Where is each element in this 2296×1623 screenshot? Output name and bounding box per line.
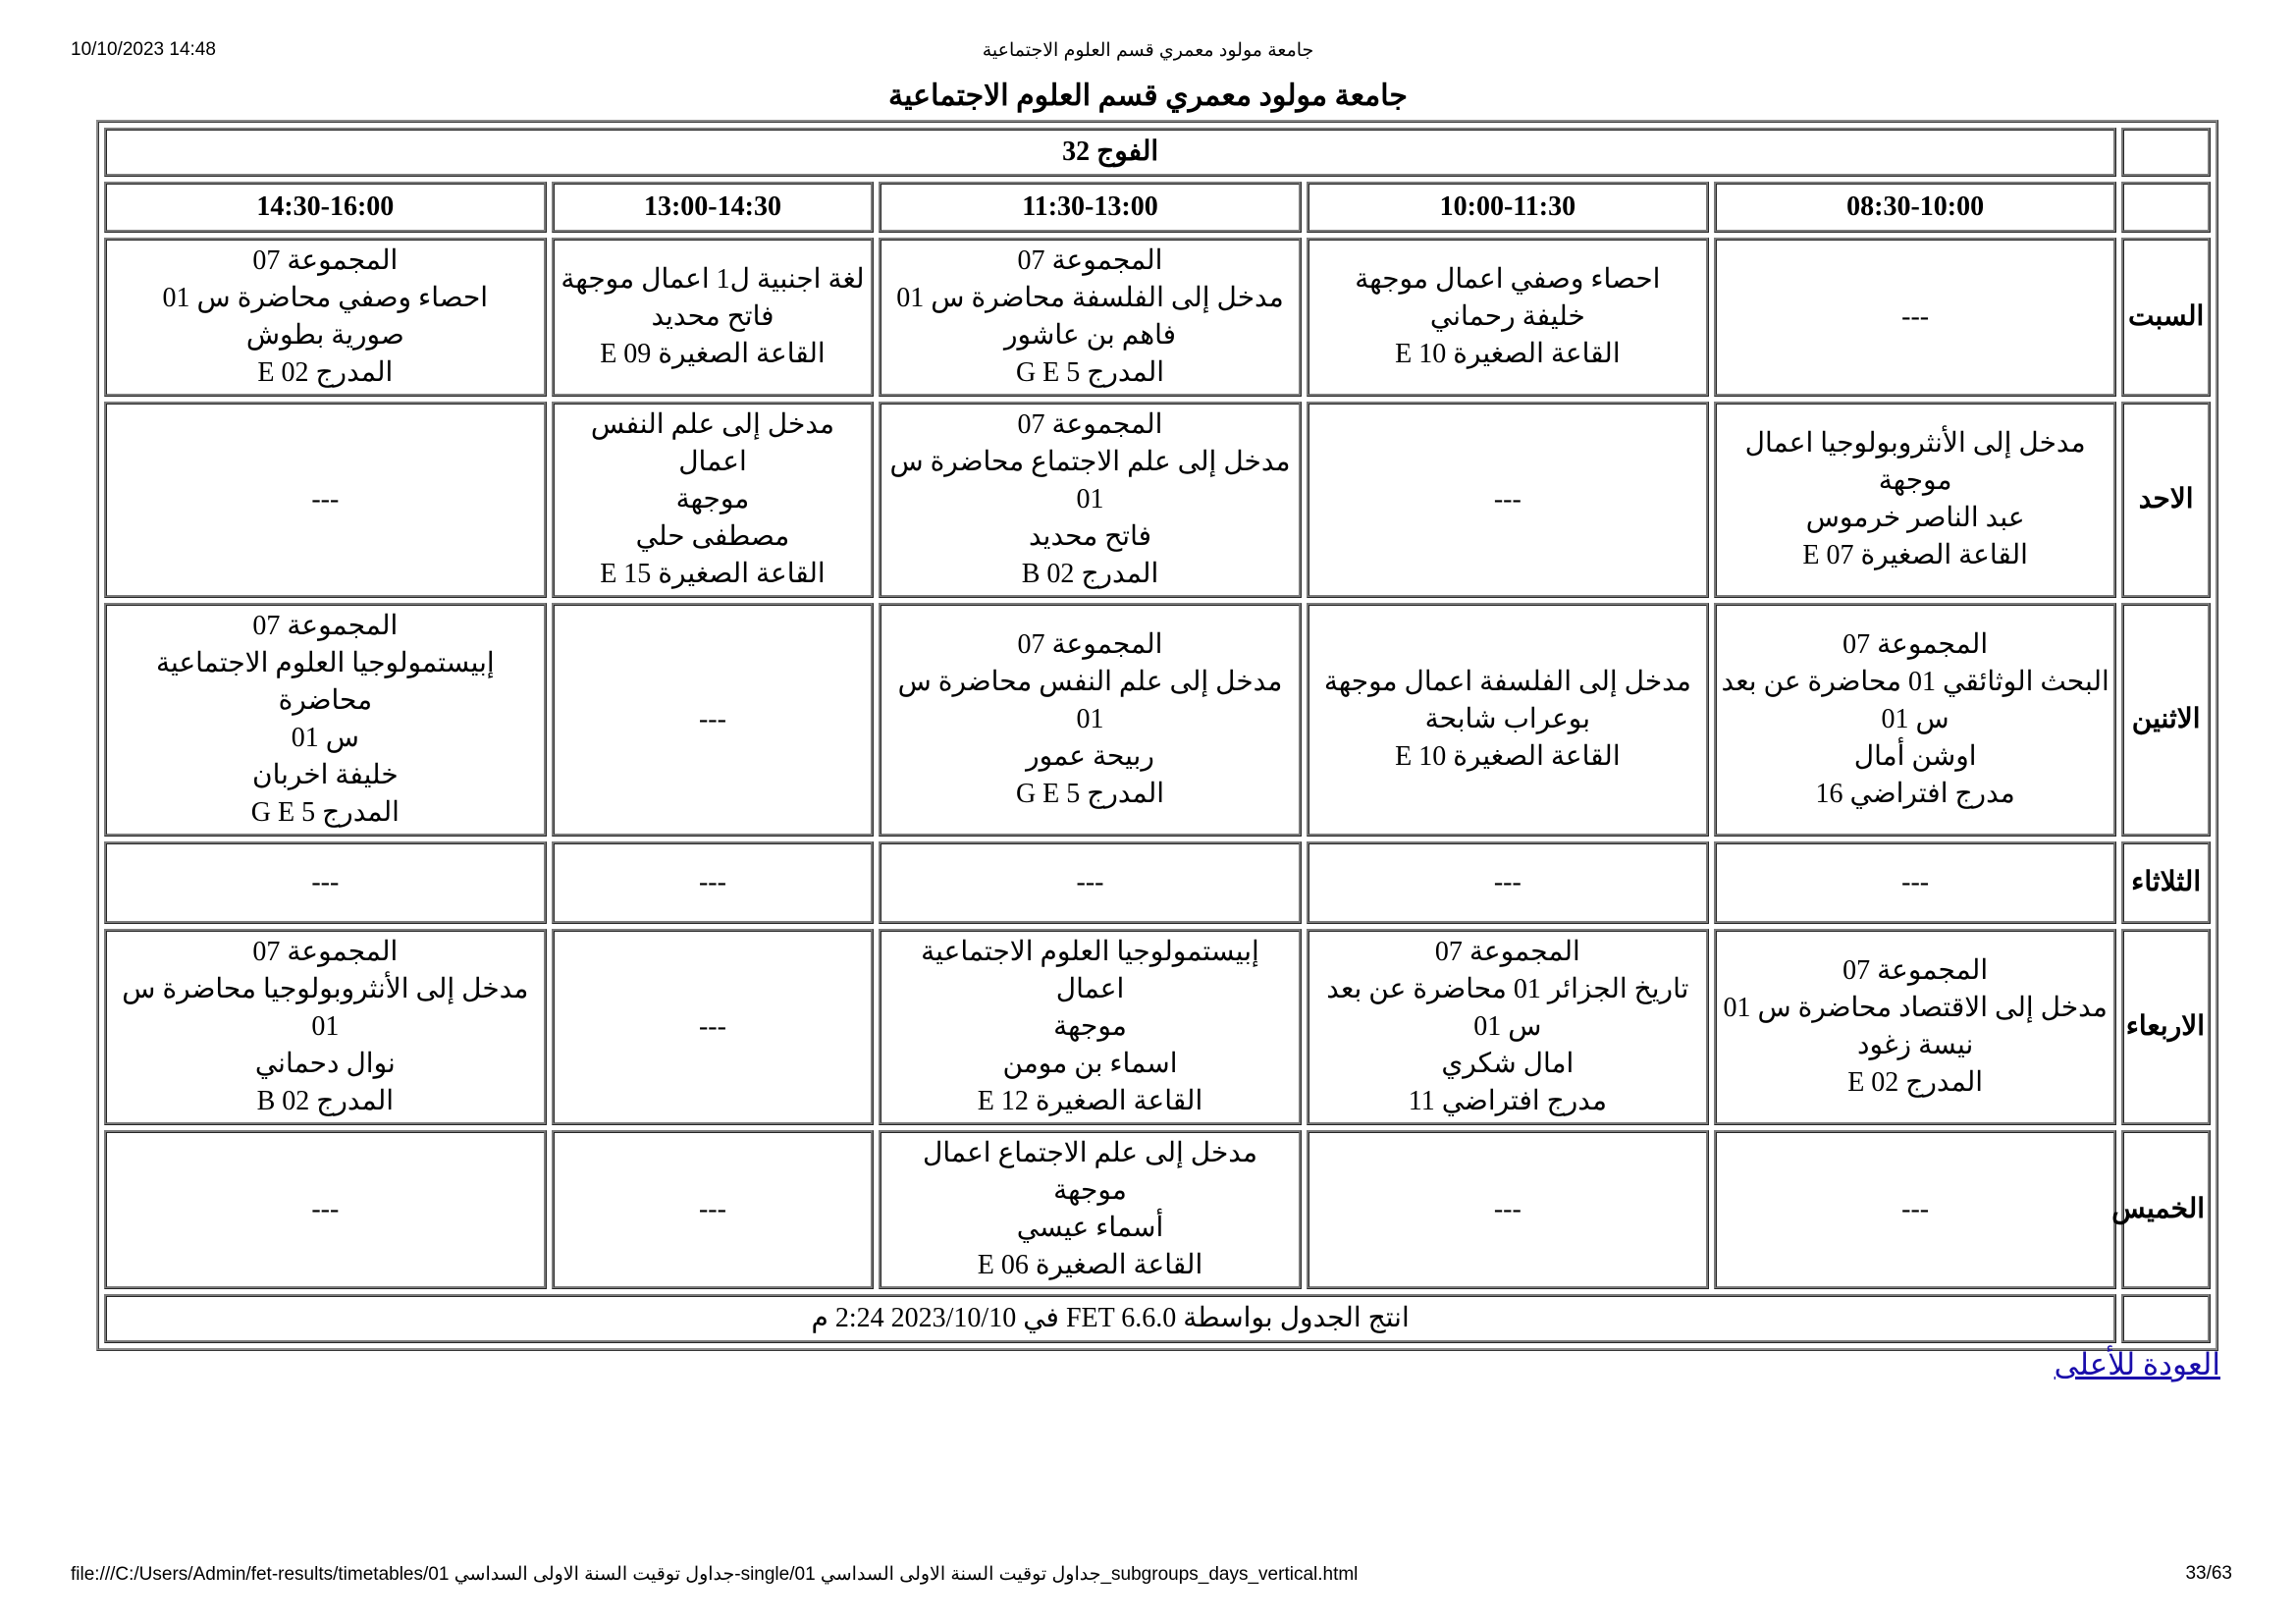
session-line: --- — [311, 867, 340, 897]
session-cell — [1307, 929, 1709, 1125]
day-label: الخميس — [2121, 1130, 2211, 1289]
session-cell — [879, 402, 1301, 598]
session-line: القاعة الصغيرة E 09 — [600, 339, 826, 369]
print-footer-url: file:///C:/Users/Admin/fet-results/timetables/01 جداول توقيت السنة الاولى السداسي-single/01 جداول توقيت السنة الاولى السداسي_subgroups_days_vertical.html — [71, 1564, 1359, 1585]
empty-slot-cell — [1307, 841, 1709, 924]
session-line: 01 — [1076, 484, 1104, 514]
empty-slot-cell — [1714, 238, 2116, 397]
session-line: اوشن أمال — [1853, 741, 1977, 772]
session-cell — [1714, 402, 2116, 598]
session-line: المدرج B 02 — [1021, 559, 1159, 589]
session-line: مدخل إلى علم الاجتماع اعمال موجهة — [923, 1138, 1257, 1206]
session-line: --- — [1901, 1194, 1930, 1224]
session-line: مدخل إلى الاقتصاد محاضرة س 01 — [1723, 993, 2108, 1023]
session-line: فاتح محديد — [651, 301, 774, 332]
session-line: المجموعة 07 — [1017, 409, 1163, 440]
session-line: إبيستمولوجيا العلوم الاجتماعية اعمال — [921, 937, 1259, 1004]
session-line: س 01 — [1881, 704, 1949, 734]
session-line: القاعة الصغيرة E 06 — [977, 1250, 1203, 1280]
session-line: المجموعة 07 — [1017, 629, 1163, 660]
session-line: المجموعة 07 — [252, 937, 399, 967]
session-line: مصطفى حلي — [635, 521, 790, 552]
session-line: ربيحة عمور — [1026, 741, 1154, 772]
session-line: مدخل إلى علم النفس محاضرة س 01 — [897, 667, 1283, 734]
print-datetime: 10/10/2023 14:48 — [71, 39, 216, 60]
session-line: لغة اجنبية ل1 اعمال موجهة — [561, 264, 865, 295]
empty-slot-cell — [552, 1130, 875, 1289]
session-line: --- — [1493, 867, 1522, 897]
session-line: --- — [698, 1011, 726, 1042]
session-cell — [1714, 929, 2116, 1125]
session-line: --- — [311, 484, 340, 514]
session-line: نيسة زغود — [1856, 1030, 1974, 1060]
session-line: مدخل إلى الأنثروبولوجيا محاضرة س 01 — [122, 974, 529, 1042]
session-line: تاريخ الجزائر 01 محاضرة عن بعد — [1326, 974, 1689, 1004]
print-page-number: 33/63 — [2185, 1563, 2232, 1584]
session-line: المجموعة 07 — [1017, 245, 1163, 276]
session-line: إبيستمولوجيا العلوم الاجتماعية محاضرة — [155, 648, 495, 716]
session-line: --- — [1901, 867, 1930, 897]
session-line: خليفة اخربان — [252, 760, 399, 790]
session-line: المدرج B 02 — [256, 1086, 395, 1116]
day-label: الثلاثاء — [2121, 841, 2211, 924]
timetable-container — [96, 120, 2218, 1351]
day-row — [104, 841, 2211, 924]
day-row — [104, 402, 2211, 598]
session-line: احصاء وصفي اعمال موجهة — [1355, 264, 1661, 295]
session-line: مدرج افتراضي 11 — [1408, 1086, 1607, 1116]
session-line: عبد الناصر خرموس — [1805, 503, 2025, 533]
session-line: القاعة الصغيرة E 10 — [1395, 741, 1621, 772]
session-line: مدخل إلى علم الاجتماع محاضرة س — [889, 447, 1291, 477]
session-line: مدخل إلى الفلسفة اعمال موجهة — [1323, 667, 1691, 697]
generated-by-note: انتج الجدول بواسطة FET 6.6.0 في 2023/10/10 2:24 م — [104, 1294, 2116, 1343]
corner-cell — [2121, 128, 2211, 177]
day-label: الاثنين — [2121, 603, 2211, 837]
session-cell — [879, 1130, 1301, 1289]
session-line: س 01 — [1473, 1011, 1542, 1042]
timetable — [96, 120, 2218, 1351]
back-to-top-link[interactable]: العودة للأعلى — [2054, 1347, 2220, 1381]
session-line: --- — [1493, 484, 1522, 514]
session-line: فاهم بن عاشور — [1003, 320, 1177, 351]
day-row — [104, 238, 2211, 397]
session-cell — [1714, 603, 2116, 837]
session-cell — [104, 238, 547, 397]
session-line: --- — [1076, 867, 1104, 897]
session-line: المدرج E 02 — [1847, 1067, 1984, 1098]
session-line: نوال دحماني — [254, 1049, 396, 1079]
session-line: المدرج G E 5 — [250, 797, 400, 828]
session-line: --- — [698, 1194, 726, 1224]
empty-slot-cell — [1714, 1130, 2116, 1289]
session-line: --- — [1493, 1194, 1522, 1224]
session-cell — [552, 402, 875, 598]
empty-slot-cell — [552, 603, 875, 837]
session-line: مدخل إلى الأنثروبولوجيا اعمال موجهة — [1744, 428, 2086, 496]
session-line: مدخل إلى علم النفس اعمال — [590, 409, 835, 477]
empty-slot-cell — [1307, 1130, 1709, 1289]
session-line: مدخل إلى الفلسفة محاضرة س 01 — [896, 283, 1284, 313]
time-slot-header: 13:00-14:30 — [552, 182, 875, 233]
session-line: مدرج افتراضي 16 — [1815, 779, 2015, 809]
session-line: القاعة الصغيرة E 10 — [1395, 339, 1621, 369]
session-line: --- — [698, 704, 726, 734]
session-line: موجهة — [1053, 1011, 1127, 1042]
session-cell — [104, 603, 547, 837]
empty-slot-cell — [552, 841, 875, 924]
session-line: بوعراب شابحة — [1424, 704, 1591, 734]
session-line: احصاء وصفي محاضرة س 01 — [162, 283, 489, 313]
empty-slot-cell — [552, 929, 875, 1125]
time-slot-header: 11:30-13:00 — [879, 182, 1301, 233]
session-cell — [1307, 238, 1709, 397]
session-line: المجموعة 07 — [1434, 937, 1580, 967]
time-slot-header: 10:00-11:30 — [1307, 182, 1709, 233]
session-cell — [879, 603, 1301, 837]
session-line: اسماء بن مومن — [1002, 1049, 1178, 1079]
day-row — [104, 929, 2211, 1125]
session-line: امال شكري — [1441, 1049, 1575, 1079]
time-slot-header: 14:30-16:00 — [104, 182, 547, 233]
session-cell — [879, 238, 1301, 397]
day-label: الاربعاء — [2121, 929, 2211, 1125]
session-line: --- — [698, 867, 726, 897]
session-cell — [1307, 603, 1709, 837]
session-cell — [552, 238, 875, 397]
empty-slot-cell — [104, 841, 547, 924]
empty-slot-cell — [104, 402, 547, 598]
session-line: المجموعة 07 — [1842, 955, 1989, 986]
time-header-row — [104, 182, 2211, 233]
session-line: المدرج G E 5 — [1015, 779, 1165, 809]
session-line: القاعة الصغيرة E 15 — [600, 559, 826, 589]
group-title-row — [104, 128, 2211, 177]
session-line: المدرج E 02 — [257, 357, 394, 388]
session-line: خليفة رحماني — [1429, 301, 1585, 332]
session-line: --- — [1901, 301, 1930, 332]
session-line: القاعة الصغيرة E 12 — [977, 1086, 1203, 1116]
session-line: البحث الوثائقي 01 محاضرة عن بعد — [1721, 667, 2109, 697]
timetable-body — [104, 238, 2211, 1289]
footer-row — [104, 1294, 2211, 1343]
day-label: السبت — [2121, 238, 2211, 397]
day-row — [104, 1130, 2211, 1289]
corner-cell — [2121, 1294, 2211, 1343]
empty-slot-cell — [879, 841, 1301, 924]
session-line: المجموعة 07 — [252, 611, 399, 641]
empty-slot-cell — [104, 1130, 547, 1289]
group-title: الفوج 32 — [104, 128, 2116, 177]
session-line: س 01 — [291, 723, 359, 753]
session-cell — [104, 929, 547, 1125]
corner-cell — [2121, 182, 2211, 233]
empty-slot-cell — [1307, 402, 1709, 598]
session-cell — [879, 929, 1301, 1125]
session-line: فاتح محديد — [1028, 521, 1152, 552]
session-line: المجموعة 07 — [252, 245, 399, 276]
time-slot-header: 08:30-10:00 — [1714, 182, 2116, 233]
session-line: موجهة — [675, 484, 750, 514]
session-line: صورية بطوش — [245, 320, 404, 351]
session-line: القاعة الصغيرة E 07 — [1802, 540, 2028, 570]
session-line: أسماء عيسي — [1016, 1213, 1164, 1243]
session-line: --- — [311, 1194, 340, 1224]
print-header-title: جامعة مولود معمري قسم العلوم الاجتماعية — [982, 40, 1314, 61]
empty-slot-cell — [1714, 841, 2116, 924]
session-line: المجموعة 07 — [1842, 629, 1989, 660]
session-line: المدرج G E 5 — [1015, 357, 1165, 388]
day-label: الاحد — [2121, 402, 2211, 598]
page-title: جامعة مولود معمري قسم العلوم الاجتماعية — [888, 80, 1408, 112]
day-row — [104, 603, 2211, 837]
